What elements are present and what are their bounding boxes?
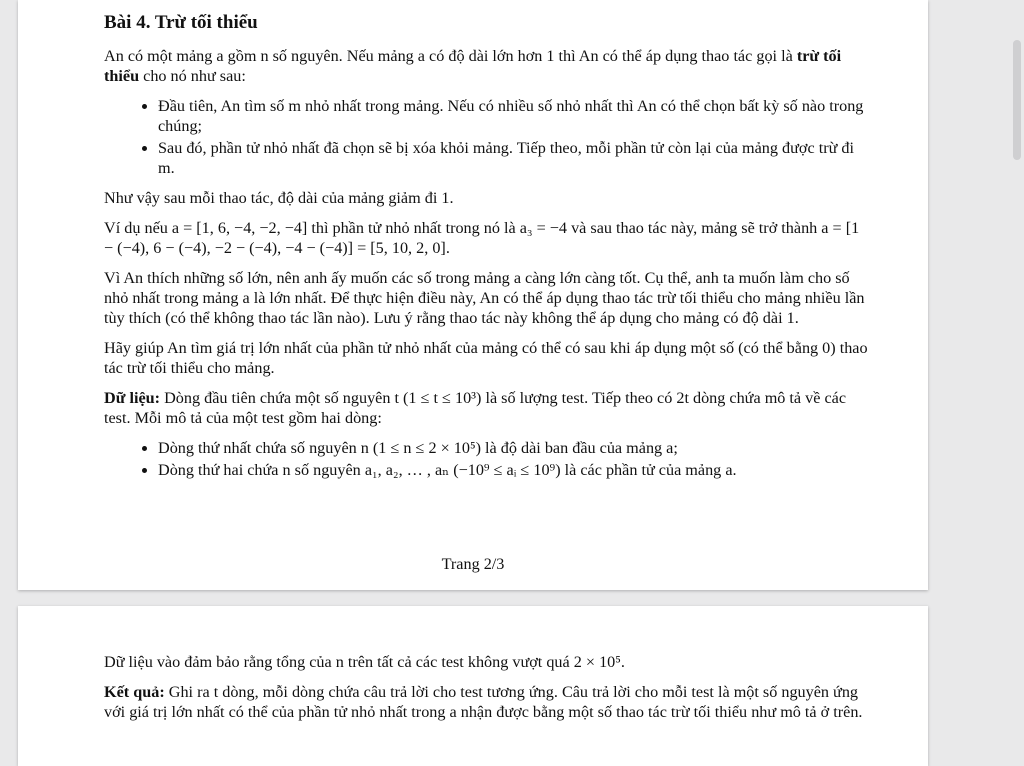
page-content	[104, 652, 869, 732]
problem-title: Bài 4. Trừ tối thiểu	[104, 12, 258, 33]
input-lines-list	[104, 438, 869, 480]
input-text: Dòng đầu tiên chứa một số nguyên t (1 ≤ t ≤ 10³) là số lượng test. Tiếp theo có 2t dòng chứa mô tả về các test. Mỗi mô tả của một test gồm hai dòng:	[104, 389, 847, 427]
list-item: • Dòng thứ hai chứa n số nguyên a₁, a₂, … , aₙ (−10⁹ ≤ aᵢ ≤ 10⁹) là các phần tử của mảng a.	[158, 460, 869, 480]
output-paragraph	[104, 682, 869, 722]
example-paragraph: Ví dụ nếu a = [1, 6, −4, −2, −4] thì phần tử nhỏ nhất trong nó là a₃ = −4 và sau thao tác này, mảng sẽ trở thành a = [1 − (−4), 6 − (−4), −2 − (−4), −4 − (−4)] = [5, 10, 2, 0].	[104, 219, 860, 257]
output-label: Kết quả:	[104, 683, 165, 701]
page-footer: Trang 2/3	[441, 555, 505, 573]
input-paragraph	[104, 388, 869, 428]
document-page-3	[18, 606, 928, 766]
document-page-2	[18, 0, 928, 590]
intro-paragraph	[104, 46, 869, 86]
guarantee-paragraph: Dữ liệu vào đảm bảo rằng tổng của n trên tất cả các test không vượt quá 2 × 10⁵.	[104, 653, 625, 671]
task-paragraph: Hãy giúp An tìm giá trị lớn nhất của phần tử nhỏ nhất của mảng có thể có sau khi áp dụng một số (có thể bằng 0) thao tác trừ tối thiểu cho mảng.	[104, 339, 868, 377]
list-item: • Sau đó, phần tử nhỏ nhất đã chọn sẽ bị xóa khỏi mảng. Tiếp theo, mỗi phần tử còn lại của mảng được trừ đi m.	[158, 138, 869, 178]
vertical-scrollbar[interactable]	[1010, 0, 1024, 757]
intro-text-1: An có một mảng a gồm n số nguyên. Nếu mảng a có độ dài lớn hơn 1 thì An có thể áp dụng thao tác gọi là	[104, 47, 797, 65]
input-label: Dữ liệu:	[104, 389, 161, 407]
operation-steps-list	[104, 96, 869, 178]
length-paragraph: Như vậy sau mỗi thao tác, độ dài của mảng giảm đi 1.	[104, 189, 454, 207]
scrollbar-thumb[interactable]	[1013, 40, 1021, 160]
page-content	[104, 12, 869, 490]
goal-paragraph: Vì An thích những số lớn, nên anh ấy muốn các số trong mảng a càng lớn càng tốt. Cụ thể, anh ta muốn làm cho số nhỏ nhất trong mảng a là lớn nhất. Để thực hiện điều này, An có thể áp dụng thao tác trừ tối thiểu cho mảng nhiều lần tùy thích (có thể không thao tác lần nào). Lưu ý rằng thao tác này không thể áp dụng cho mảng có độ dài 1.	[104, 269, 865, 327]
list-item: • Dòng thứ nhất chứa số nguyên n (1 ≤ n ≤ 2 × 10⁵) là độ dài ban đầu của mảng a;	[158, 438, 869, 458]
output-text: Ghi ra t dòng, mỗi dòng chứa câu trả lời cho test tương ứng. Câu trả lời cho mỗi test là một số nguyên ứng với giá trị lớn nhất có thể của phần tử nhỏ nhất trong a nhận được bằng một số thao tác trừ tối thiểu như mô tả ở trên.	[104, 683, 863, 721]
intro-bold-term: trừ tối thiểu	[104, 47, 842, 85]
intro-text-2: cho nó như sau:	[139, 67, 246, 85]
list-item: • Đầu tiên, An tìm số m nhỏ nhất trong mảng. Nếu có nhiều số nhỏ nhất thì An có thể chọn bất kỳ số nào trong chúng;	[158, 96, 869, 136]
